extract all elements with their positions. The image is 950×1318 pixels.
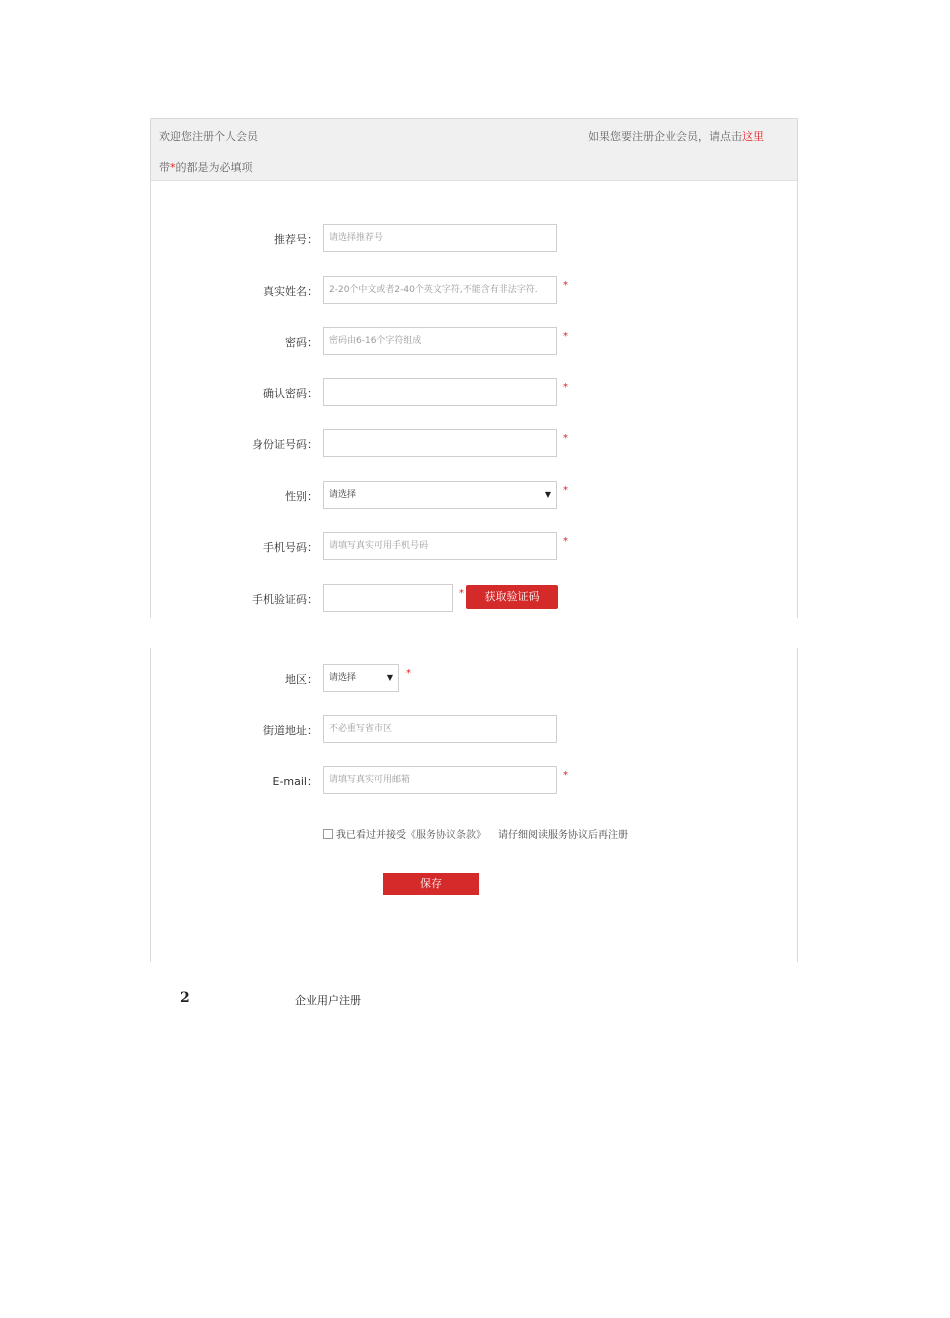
section-number: 2 [180, 990, 190, 1006]
street-row [151, 715, 799, 745]
gender-select-value: 请选择 [329, 490, 357, 500]
required-mark: * [563, 485, 568, 496]
phone-input[interactable]: 请填写真实可用手机号码 [323, 532, 557, 560]
id-number-label: 身份证号码： [252, 438, 318, 451]
chevron-down-icon: ▼ [544, 490, 551, 499]
agreement-tip: 请仔细阅读服务协议后再注册 [498, 830, 628, 841]
sms-code-label: 手机验证码： [252, 593, 318, 606]
region-select-value: 请选择 [329, 673, 357, 683]
region-row [151, 664, 799, 694]
terms-link[interactable]: 《服务协议条款》 [406, 830, 486, 841]
street-label: 街道地址： [263, 724, 318, 737]
enterprise-prompt-text: 如果您要注册企业会员，请点击 [588, 130, 742, 143]
registration-panel-top [150, 118, 798, 618]
confirm-password-input[interactable] [323, 378, 557, 406]
confirm-password-label: 确认密码： [263, 387, 318, 400]
email-row [151, 766, 799, 796]
section-title: 企业用户注册 [295, 994, 361, 1007]
id-number-row [151, 429, 799, 459]
required-mark: * [406, 668, 411, 679]
save-button[interactable]: 保存 [383, 873, 479, 895]
region-label: 地区： [285, 673, 318, 686]
agreement-text: 我已看过并接受 [336, 830, 406, 841]
phone-row [151, 532, 799, 562]
required-mark: * [563, 280, 568, 291]
phone-label: 手机号码： [263, 541, 318, 554]
real-name-input[interactable]: 2-20个中文或者2-40个英文字符,不能含有非法字符. [323, 276, 557, 304]
gender-select[interactable] [323, 481, 557, 509]
gender-row [151, 481, 799, 511]
email-label: E-mail： [272, 775, 318, 788]
agreement-row [323, 826, 628, 841]
panel-header [151, 119, 797, 181]
referral-input[interactable]: 请选择推荐号 [323, 224, 557, 252]
enterprise-register-link[interactable]: 这里 [742, 130, 764, 143]
enterprise-register-prompt [588, 128, 764, 144]
get-sms-code-button[interactable]: 获取验证码 [466, 585, 558, 609]
required-star: * [170, 161, 176, 174]
required-mark: * [459, 588, 464, 599]
id-number-input[interactable] [323, 429, 557, 457]
required-prefix: 带 [159, 161, 170, 174]
password-label: 密码： [285, 336, 318, 349]
sms-code-input[interactable] [323, 584, 453, 612]
required-mark: * [563, 770, 568, 781]
required-mark: * [563, 433, 568, 444]
gender-label: 性别： [285, 490, 318, 503]
required-mark: * [563, 331, 568, 342]
street-input[interactable]: 不必重写省市区 [323, 715, 557, 743]
referral-row [151, 224, 799, 254]
referral-label: 推荐号： [274, 233, 318, 246]
agreement-checkbox[interactable] [323, 829, 333, 839]
real-name-row [151, 276, 799, 306]
chevron-down-icon: ▼ [386, 673, 393, 682]
required-note [159, 159, 253, 175]
password-row [151, 327, 799, 357]
required-mark: * [563, 536, 568, 547]
sms-code-row [151, 584, 799, 614]
required-mark: * [563, 382, 568, 393]
email-input[interactable]: 请填写真实可用邮箱 [323, 766, 557, 794]
confirm-password-row [151, 378, 799, 408]
region-select[interactable] [323, 664, 399, 692]
real-name-label: 真实姓名： [263, 285, 318, 298]
required-suffix: 的都是为必填项 [175, 161, 253, 174]
welcome-text: 欢迎您注册个人会员 [159, 130, 258, 143]
registration-panel-bottom [150, 648, 798, 962]
password-input[interactable]: 密码由6-16个字符组成 [323, 327, 557, 355]
